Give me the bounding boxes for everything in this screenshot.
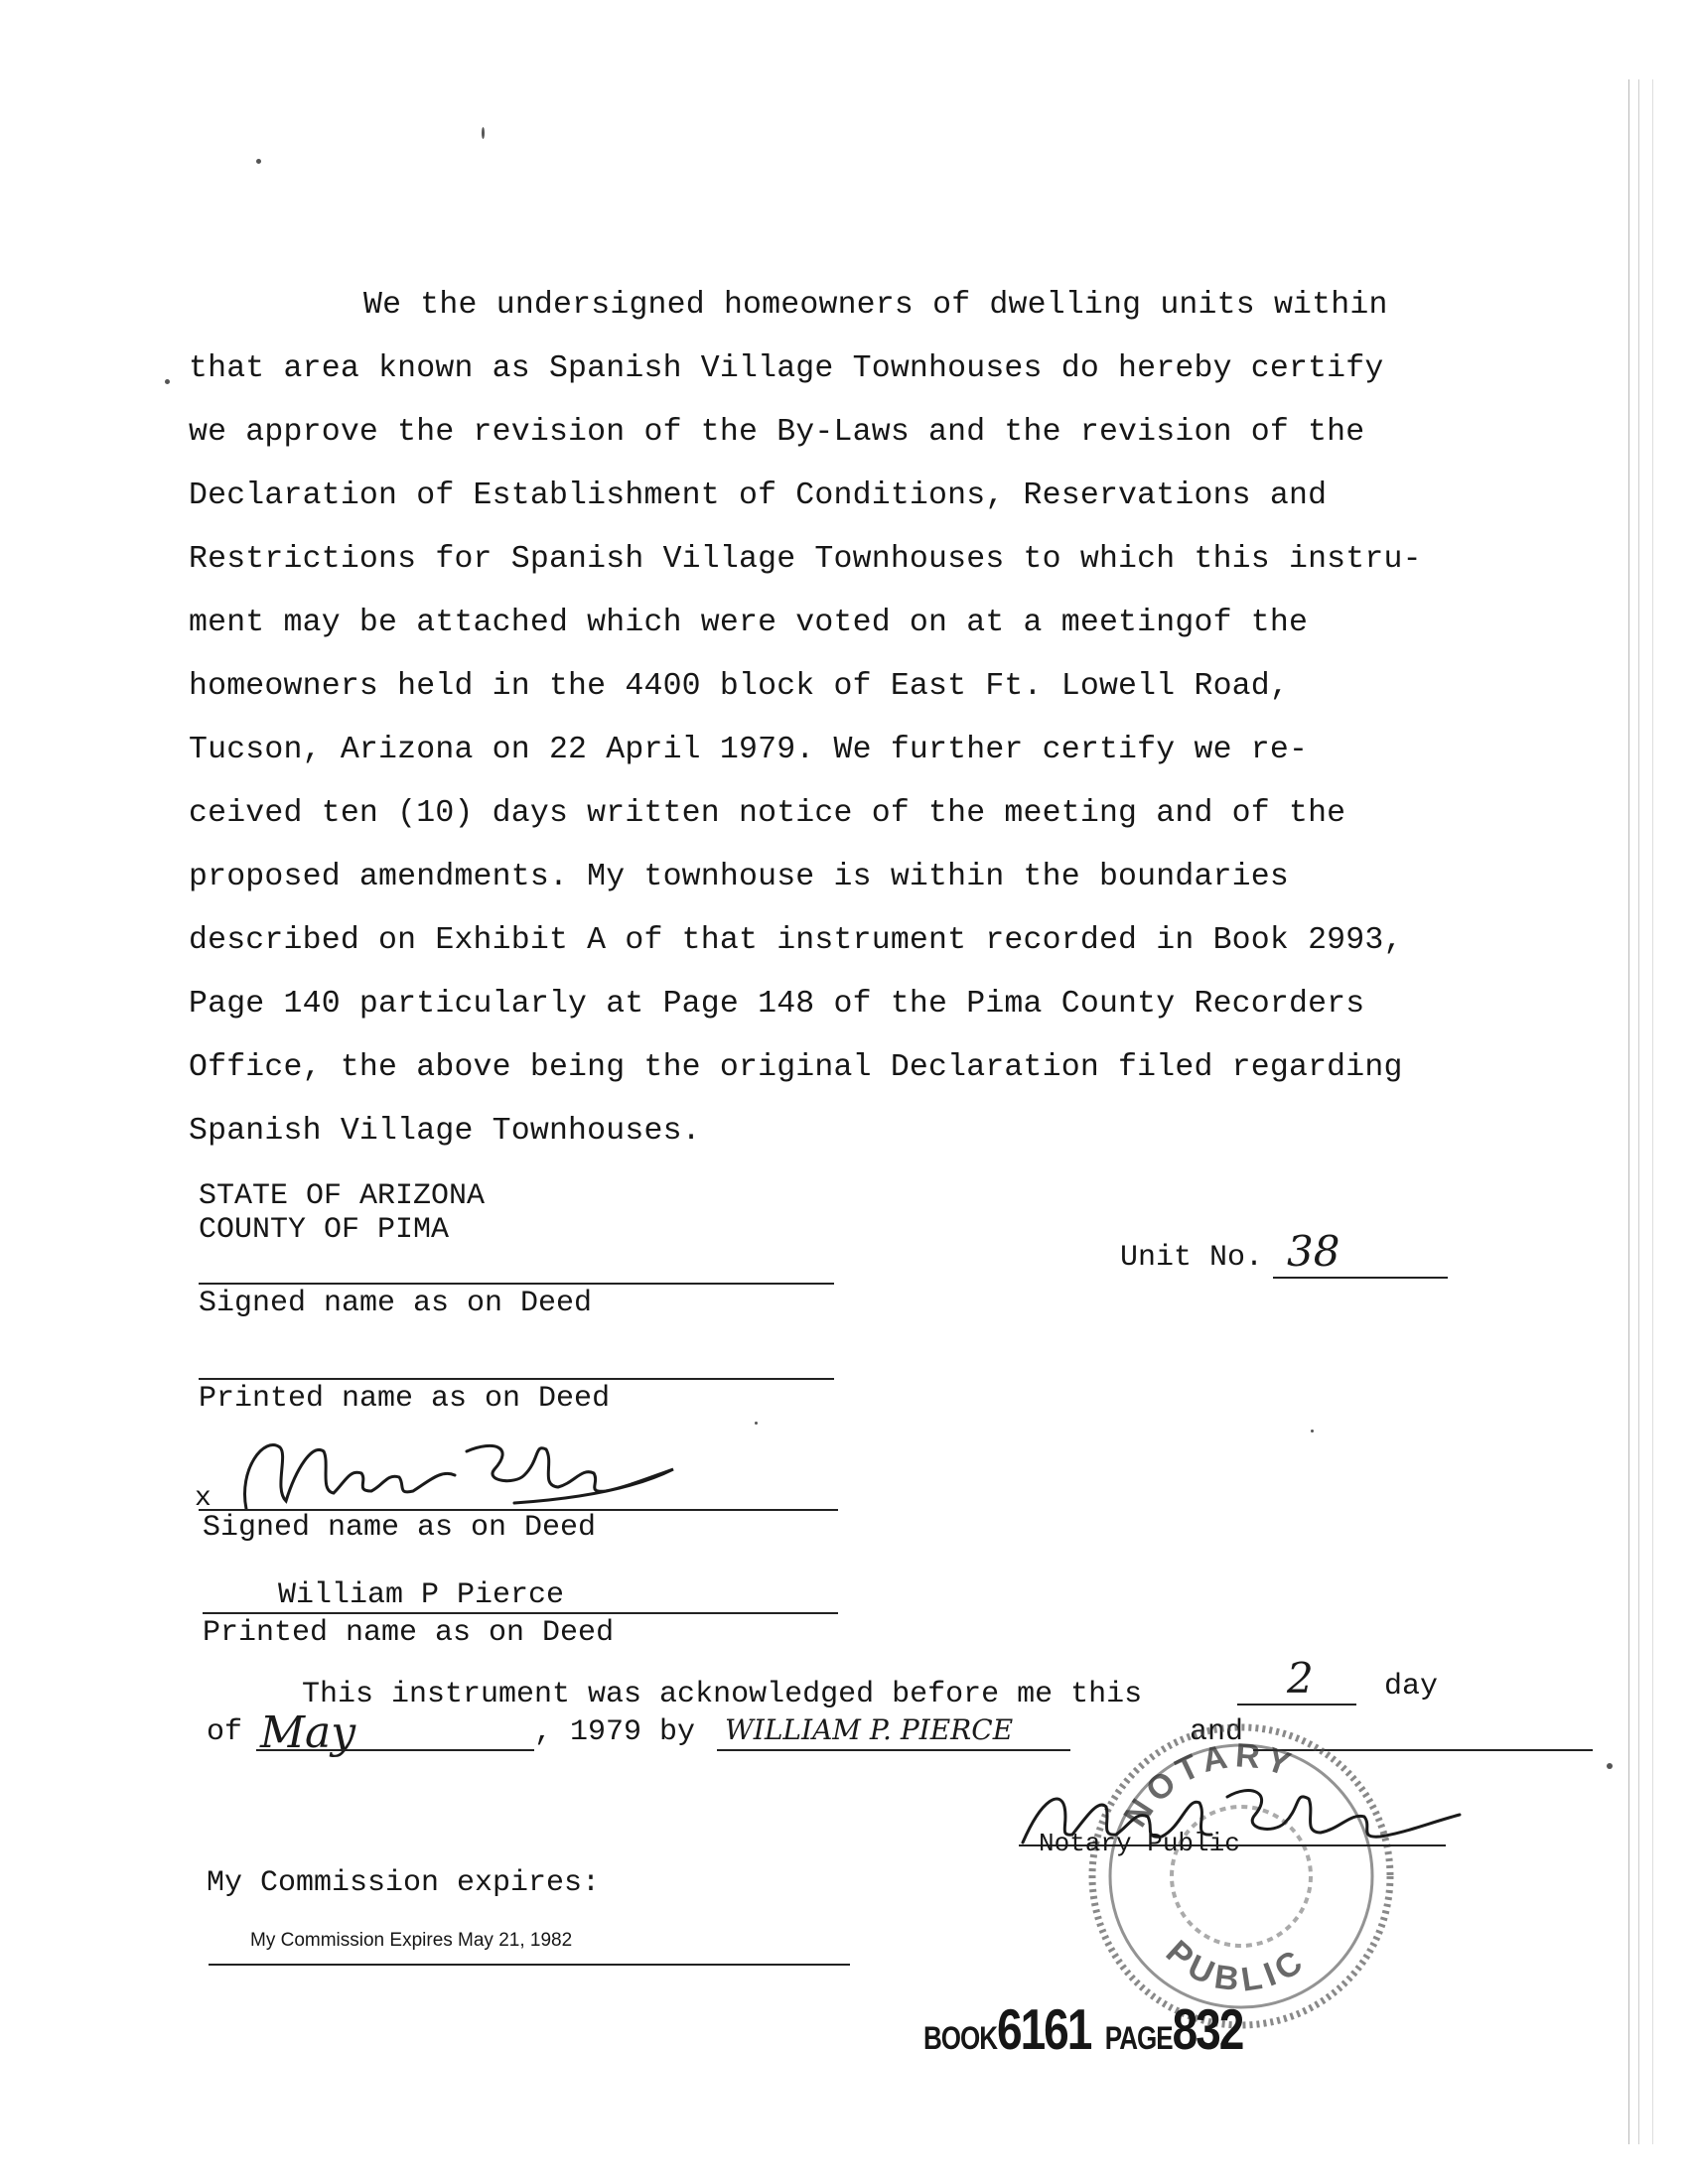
certification-line: ment may be attached which were voted on at a meetingof the — [189, 606, 1309, 640]
commission-stamp: My Commission Expires May 21, 1982 — [250, 1930, 573, 1951]
seal-text-top: NOTARY — [1116, 1736, 1302, 1835]
certification-line: homeowners held in the 4400 block of East Ft. Lowell Road, — [189, 669, 1289, 704]
scan-speck — [1311, 1430, 1314, 1433]
book-number: 6161 — [997, 1996, 1091, 2062]
acknowledgment-day: 2 — [1287, 1654, 1314, 1703]
page-label: PAGE — [1104, 2018, 1173, 2057]
acknowledgment-year-by: , 1979 by — [534, 1715, 696, 1749]
certification-line: that area known as Spanish Village Townhouses do hereby certify — [189, 351, 1384, 386]
venue-state: STATE OF ARIZONA — [199, 1179, 486, 1213]
certification-line: described on Exhibit A of that instrument recorded in Book 2993, — [189, 923, 1403, 958]
certification-line: ceived ten (10) days written notice of the meeting and of the — [189, 796, 1346, 831]
commission-line — [209, 1964, 850, 1966]
printed-name-label-1: Printed name as on Deed — [199, 1382, 611, 1416]
scan-edge-line — [1638, 79, 1639, 2144]
scan-speck — [482, 127, 485, 139]
certification-line: Spanish Village Townhouses. — [189, 1114, 701, 1149]
scan-speck — [165, 379, 170, 384]
certification-line: proposed amendments. My townhouse is within the boundaries — [189, 860, 1289, 894]
notary-title: Notary Public — [1039, 1829, 1240, 1858]
printed-name-line-1 — [199, 1378, 834, 1380]
handwritten-signature — [216, 1430, 693, 1519]
certification-line: Declaration of Establishment of Conditions, Reservations and — [189, 478, 1328, 513]
acknowledgment-day-word: day — [1384, 1670, 1439, 1704]
acknowledgment-month: May — [260, 1707, 356, 1758]
notary-seal-stamp — [1033, 1688, 1470, 2045]
certification-line: We the undersigned homeowners of dwelling units within — [363, 288, 1388, 323]
unit-number-line — [1273, 1277, 1448, 1279]
scan-speck — [1607, 1763, 1613, 1769]
page-number: 832 — [1172, 1996, 1243, 2062]
signed-name-line-1 — [199, 1283, 834, 1285]
venue-county: COUNTY OF PIMA — [199, 1213, 450, 1247]
certification-line: Office, the above being the original Declaration filed regarding — [189, 1050, 1403, 1085]
printed-name-label-2: Printed name as on Deed — [203, 1616, 615, 1650]
seal-text-bottom: PUBLIC — [1158, 1933, 1315, 2000]
scan-speck — [256, 159, 261, 164]
book-label: BOOK — [923, 2018, 997, 2057]
certification-line: Restrictions for Spanish Village Townhouses to which this instru- — [189, 542, 1422, 577]
signed-name-label-2: Signed name as on Deed — [203, 1511, 597, 1545]
acknowledgment-of-word: of — [207, 1715, 243, 1749]
acknowledgment-and-word: and — [1190, 1715, 1244, 1749]
unit-label: Unit No. — [1120, 1241, 1264, 1275]
commission-label: My Commission expires: — [207, 1866, 601, 1900]
printed-name-line-2 — [203, 1612, 838, 1614]
month-line — [256, 1749, 534, 1751]
acknowledgment-prefix: This instrument was acknowledged before me this — [302, 1678, 1143, 1711]
scan-edge-line — [1652, 79, 1653, 2144]
acknowledger-line — [717, 1749, 1070, 1751]
certification-line: Page 140 particularly at Page 148 of the Pima County Recorders — [189, 987, 1365, 1022]
scan-edge-line — [1628, 79, 1629, 2144]
scan-speck — [755, 1422, 758, 1425]
signed-name-label-1: Signed name as on Deed — [199, 1287, 593, 1320]
signature-x-mark: x — [195, 1483, 212, 1514]
certification-line: we approve the revision of the By-Laws and the revision of the — [189, 415, 1365, 450]
unit-number: 38 — [1287, 1227, 1340, 1276]
printed-name-2: William P Pierce — [278, 1578, 565, 1612]
recording-reference — [923, 1995, 1242, 2063]
certification-line: Tucson, Arizona on 22 April 1979. We further certify we re- — [189, 733, 1309, 767]
acknowledgment-acknowledger: WILLIAM P. PIERCE — [725, 1713, 1014, 1746]
